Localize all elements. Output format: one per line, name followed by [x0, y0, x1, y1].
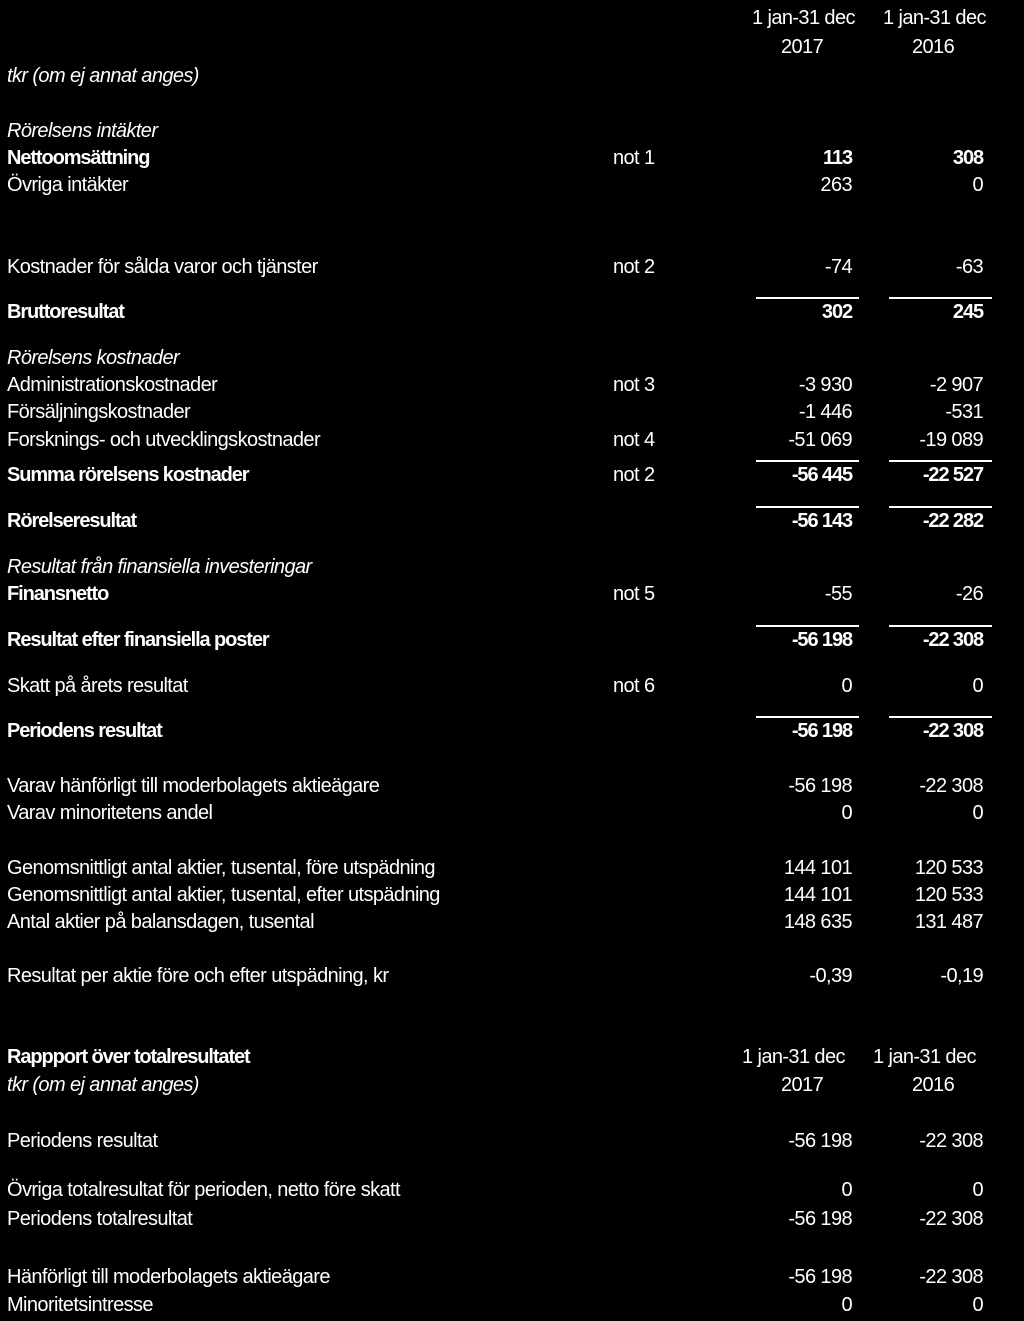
value-2017: -55 [824, 583, 852, 605]
value-2017: -56 445 [791, 464, 852, 486]
row-other-total [0, 1177, 1024, 1203]
note-ref: not 1 [613, 147, 655, 169]
value-2016: -22 308 [922, 720, 983, 742]
value-2017: -51 069 [788, 429, 852, 451]
total-unit-row [0, 1072, 1024, 1098]
value-2016: 245 [952, 301, 983, 323]
value-2017: 148 635 [783, 911, 852, 933]
row-tax [0, 673, 1024, 699]
value-2017: 144 101 [783, 857, 852, 879]
section-financial [0, 554, 1024, 580]
total-period-header-2016: 1 jan-31 dec [873, 1046, 976, 1068]
value-2017: 0 [841, 675, 852, 697]
value-2017: -56 198 [788, 1130, 852, 1152]
row-minority-interest [0, 1292, 1024, 1318]
value-2016: -19 089 [919, 429, 983, 451]
value-2016: 0 [972, 802, 983, 824]
row-attr-parent [0, 773, 1024, 799]
value-2016: -0,19 [940, 965, 983, 987]
value-2017: -74 [824, 256, 852, 278]
row-label: Genomsnittligt antal aktier, tusental, efter utspädning [7, 884, 440, 906]
row-period-total [0, 1206, 1024, 1232]
period-header-row [0, 5, 1024, 31]
value-2017: 0 [841, 802, 852, 824]
row-period-result [0, 718, 1024, 744]
row-sales-costs [0, 399, 1024, 425]
row-label: Resultat per aktie före och efter utspädning, kr [7, 965, 389, 987]
row-shares-balance [0, 909, 1024, 935]
value-2017: -1 446 [798, 401, 852, 423]
row-after-financial [0, 627, 1024, 653]
row-total-period-result [0, 1128, 1024, 1154]
row-admin [0, 372, 1024, 398]
section-revenue-label: Rörelsens intäkter [7, 120, 158, 142]
value-2016: 0 [972, 174, 983, 196]
period-header-2016: 1 jan-31 dec [883, 7, 986, 29]
row-label: Skatt på årets resultat [7, 675, 188, 697]
value-2017: -56 143 [791, 510, 852, 532]
total-unit-label: tkr (om ej annat anges) [7, 1074, 199, 1096]
value-2017: 144 101 [783, 884, 852, 906]
year-header-2016: 2016 [912, 36, 955, 58]
row-label: Forsknings- och utvecklingskostnader [7, 429, 320, 451]
row-label: Kostnader för sålda varor och tjänster [7, 256, 318, 278]
row-other-income [0, 172, 1024, 198]
value-2016: -22 308 [919, 1266, 983, 1288]
value-2017: -56 198 [788, 1208, 852, 1230]
row-label: Periodens resultat [7, 720, 162, 742]
value-2017: 113 [823, 147, 852, 169]
row-avg-shares-before [0, 855, 1024, 881]
section-costs-label: Rörelsens kostnader [7, 347, 180, 369]
year-header-2017: 2017 [781, 36, 824, 58]
note-ref: not 5 [613, 583, 655, 605]
value-2016: 308 [952, 147, 983, 169]
row-label: Periodens totalresultat [7, 1208, 193, 1230]
value-2017: 0 [841, 1179, 852, 1201]
period-header-2017: 1 jan-31 dec [752, 7, 855, 29]
value-2016: -531 [945, 401, 983, 423]
total-report-title: Rappport över totalresultatet [7, 1046, 250, 1068]
section-financial-label: Resultat från finansiella investeringar [7, 556, 312, 578]
total-year-2017: 2017 [781, 1074, 824, 1096]
value-2016: 0 [972, 1179, 983, 1201]
value-2017: -56 198 [791, 720, 852, 742]
section-costs [0, 345, 1024, 371]
row-rnd [0, 427, 1024, 453]
value-2016: -22 282 [922, 510, 983, 532]
value-2016: -2 907 [929, 374, 983, 396]
unit-label: tkr (om ej annat anges) [7, 65, 199, 87]
value-2016: 0 [972, 675, 983, 697]
note-ref: not 2 [613, 464, 655, 486]
value-2016: 131 487 [914, 911, 983, 933]
value-2017: 263 [820, 174, 852, 196]
value-2017: -56 198 [788, 775, 852, 797]
value-2017: -3 930 [798, 374, 852, 396]
row-label: Antal aktier på balansdagen, tusental [7, 911, 314, 933]
value-2016: 0 [972, 1294, 983, 1316]
row-attr-minority [0, 800, 1024, 826]
value-2016: -63 [955, 256, 983, 278]
section-revenue [0, 118, 1024, 144]
row-total-attr-parent [0, 1264, 1024, 1290]
row-label: Minoritetsintresse [7, 1294, 153, 1316]
value-2017: 0 [841, 1294, 852, 1316]
row-eps [0, 963, 1024, 989]
value-2016: -22 308 [922, 629, 983, 651]
note-ref: not 6 [613, 675, 655, 697]
row-label: Periodens resultat [7, 1130, 158, 1152]
row-label: Nettoomsättning [7, 147, 150, 169]
row-cogs [0, 254, 1024, 280]
row-label: Övriga intäkter [7, 174, 129, 196]
value-2016: 120 533 [914, 884, 983, 906]
value-2017: -56 198 [791, 629, 852, 651]
value-2017: 302 [821, 301, 852, 323]
row-label: Varav minoritetens andel [7, 802, 213, 824]
row-label: Hänförligt till moderbolagets aktieägare [7, 1266, 330, 1288]
row-gross-profit [0, 299, 1024, 325]
row-label: Administrationskostnader [7, 374, 218, 396]
note-ref: not 2 [613, 256, 655, 278]
year-header-row [0, 34, 1024, 60]
row-label: Finansnetto [7, 583, 109, 605]
value-2016: -22 527 [922, 464, 983, 486]
row-label: Summa rörelsens kostnader [7, 464, 249, 486]
value-2016: -22 308 [919, 1130, 983, 1152]
total-period-header-2017: 1 jan-31 dec [742, 1046, 845, 1068]
row-label: Övriga totalresultat för perioden, netto före skatt [7, 1179, 400, 1201]
value-2016: 120 533 [914, 857, 983, 879]
total-year-2016: 2016 [912, 1074, 955, 1096]
note-ref: not 4 [613, 429, 655, 451]
row-fin-net [0, 581, 1024, 607]
row-label: Försäljningskostnader [7, 401, 191, 423]
row-sum-costs [0, 462, 1024, 488]
note-ref: not 3 [613, 374, 655, 396]
row-avg-shares-after [0, 882, 1024, 908]
value-2017: -0,39 [809, 965, 852, 987]
row-label: Resultat efter finansiella poster [7, 629, 269, 651]
row-net-sales [0, 145, 1024, 171]
row-label: Varav hänförligt till moderbolagets aktieägare [7, 775, 380, 797]
unit-row [0, 63, 1024, 89]
row-label: Genomsnittligt antal aktier, tusental, före utspädning [7, 857, 435, 879]
value-2016: -22 308 [919, 1208, 983, 1230]
row-label: Rörelseresultat [7, 510, 137, 532]
row-label: Bruttoresultat [7, 301, 124, 323]
value-2016: -26 [955, 583, 983, 605]
value-2016: -22 308 [919, 775, 983, 797]
total-report-header-row [0, 1044, 1024, 1070]
row-operating-result [0, 508, 1024, 534]
value-2017: -56 198 [788, 1266, 852, 1288]
